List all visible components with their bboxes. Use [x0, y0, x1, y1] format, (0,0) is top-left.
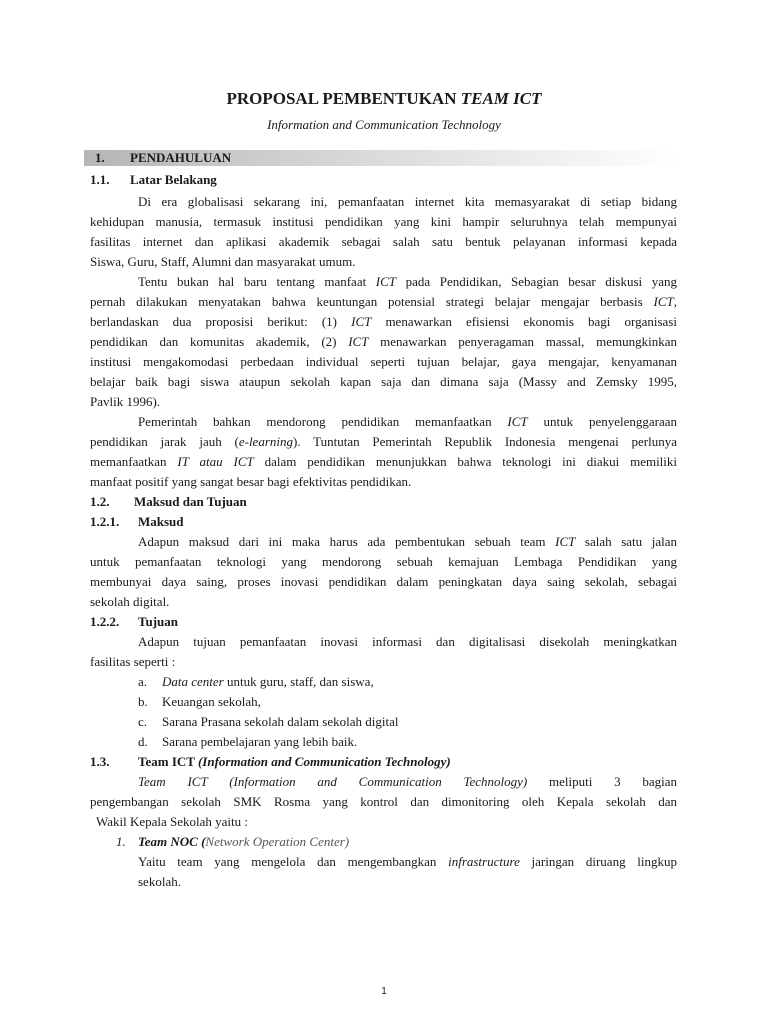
paragraph-line: fasilitas internet dan aplikasi akademik sebagai salah satu bentuk pelayanan informasi kepada — [90, 234, 677, 249]
paragraph-line: memanfaatkan IT atau ICT dalam pendidikan menunjukkan bahwa teknologi ini diakui memiliki — [90, 454, 678, 469]
paragraph-line: Adapun maksud dari ini maka harus ada pembentukan sebuah team ICT salah satu jalan — [138, 534, 678, 549]
numbered-item-marker: 1. — [116, 834, 126, 849]
paragraph-line: Wakil Kepala Sekolah yaitu : — [96, 814, 249, 829]
paragraph-line: Tentu bukan hal baru tentang manfaat ICT pada Pendidikan, Sebagian besar diskusi yang — [138, 274, 677, 289]
paragraph-line: fasilitas seperti : — [90, 654, 176, 669]
list-item-marker: a. — [138, 674, 148, 689]
paragraph-line: untuk pemanfaatan teknologi yang mendorong sebuah kemajuan Lembaga Pendidikan yang — [90, 554, 677, 569]
document-title: PROPOSAL PEMBENTUKAN TEAM ICT — [226, 89, 542, 108]
numbered-item-title: Team NOC (Network Operation Center) — [138, 834, 350, 849]
subsection-1-3-title: Team ICT (Information and Communication Technology) — [138, 754, 451, 769]
paragraph-line: institusi mengakomodasi perbedaan individual seperti tujuan belajar, gaya mengajar, kenyamanan — [90, 354, 677, 369]
title-italic: TEAM ICT — [460, 89, 542, 108]
list-item-marker: c. — [138, 714, 148, 729]
subsection-1-1-title: Latar Belakang — [130, 172, 217, 187]
paragraph-line: berlandaskan dua proposisi berikut: (1) ICT menawarkan efisiensi ekonomis bagi organisasi — [90, 314, 677, 329]
subsection-1-2-1-number: 1.2.1. — [90, 514, 120, 529]
paragraph-line: sekolah. — [138, 874, 181, 889]
paragraph-line: Pemerintah bahkan mendorong pendidikan memanfaatkan ICT untuk penyelenggaraan — [138, 414, 677, 429]
page-number: 1 — [381, 986, 387, 997]
list-item: Data center untuk guru, staff, dan siswa, — [162, 674, 374, 689]
document-subtitle: Information and Communication Technology — [267, 117, 501, 132]
subsection-1-2-number: 1.2. — [90, 494, 110, 509]
paragraph-line: pendidikan jarak jauh (e-learning). Tuntutan Pemerintah Republik Indonesia mengenai perlunya — [90, 434, 677, 449]
paragraph-line: kehidupan manusia, termasuk institusi pendidikan yang kini hampir seluruhnya telah mempunyai — [90, 214, 677, 229]
subsection-1-1-number: 1.1. — [90, 172, 110, 187]
list-item: Keuangan sekolah, — [162, 694, 261, 709]
list-item-marker: d. — [138, 734, 148, 749]
paragraph-line: Yaitu team yang mengelola dan mengembangkan infrastructure jaringan diruang lingkup — [138, 854, 677, 869]
paragraph-line: Team ICT (Information and Communication Technology) meliputi 3 bagian — [138, 774, 677, 789]
list-item: Sarana Prasana sekolah dalam sekolah digital — [162, 714, 399, 729]
paragraph-line: pernah dilakukan menyatakan bahwa keuntungan potensial strategi belajar mengajar berbasis ICT, — [90, 294, 677, 309]
paragraph-line: Di era globalisasi sekarang ini, pemanfaatan internet kita memasyarakat di setiap bidang — [138, 194, 677, 209]
section-1-number: 1. — [95, 150, 105, 165]
paragraph-line: manfaat positif yang sangat besar bagi efektivitas pendidikan. — [90, 474, 412, 489]
subsection-1-2-2-title: Tujuan — [138, 614, 178, 629]
paragraph-line: Adapun tujuan pemanfaatan inovasi informasi dan digitalisasi disekolah meningkatkan — [138, 634, 677, 649]
paragraph-line: sekolah digital. — [90, 594, 170, 609]
subsection-1-2-2-number: 1.2.2. — [90, 614, 120, 629]
subsection-1-3-number: 1.3. — [90, 754, 110, 769]
paragraph-line: Siswa, Guru, Staff, Alumni dan masyarakat umum. — [90, 254, 356, 269]
paragraph-line: membunyai daya saing, proses inovasi pendidikan dalam peningkatan daya saing sekolah, sebagai — [90, 574, 677, 589]
paragraph-line: belajar baik bagi siswa ataupun sekolah kapan saja dan dimana saja (Massy and Zemsky 1995, — [90, 374, 677, 389]
list-item: Sarana pembelajaran yang lebih baik. — [162, 734, 358, 749]
paragraph-line: pendidikan dan komunitas akademik, (2) ICT menawarkan penyeragaman massal, memungkinkan — [90, 334, 677, 349]
list-item-marker: b. — [138, 694, 148, 709]
paragraph-line: Pavlik 1996). — [90, 394, 161, 409]
subsection-1-2-1-title: Maksud — [138, 514, 184, 529]
subsection-1-2-title: Maksud dan Tujuan — [134, 494, 247, 509]
section-1-title: PENDAHULUAN — [130, 150, 232, 165]
paragraph-line: pengembangan sekolah SMK Rosma yang kontrol dan dimonitoring oleh Kepala sekolah dan — [90, 794, 677, 809]
